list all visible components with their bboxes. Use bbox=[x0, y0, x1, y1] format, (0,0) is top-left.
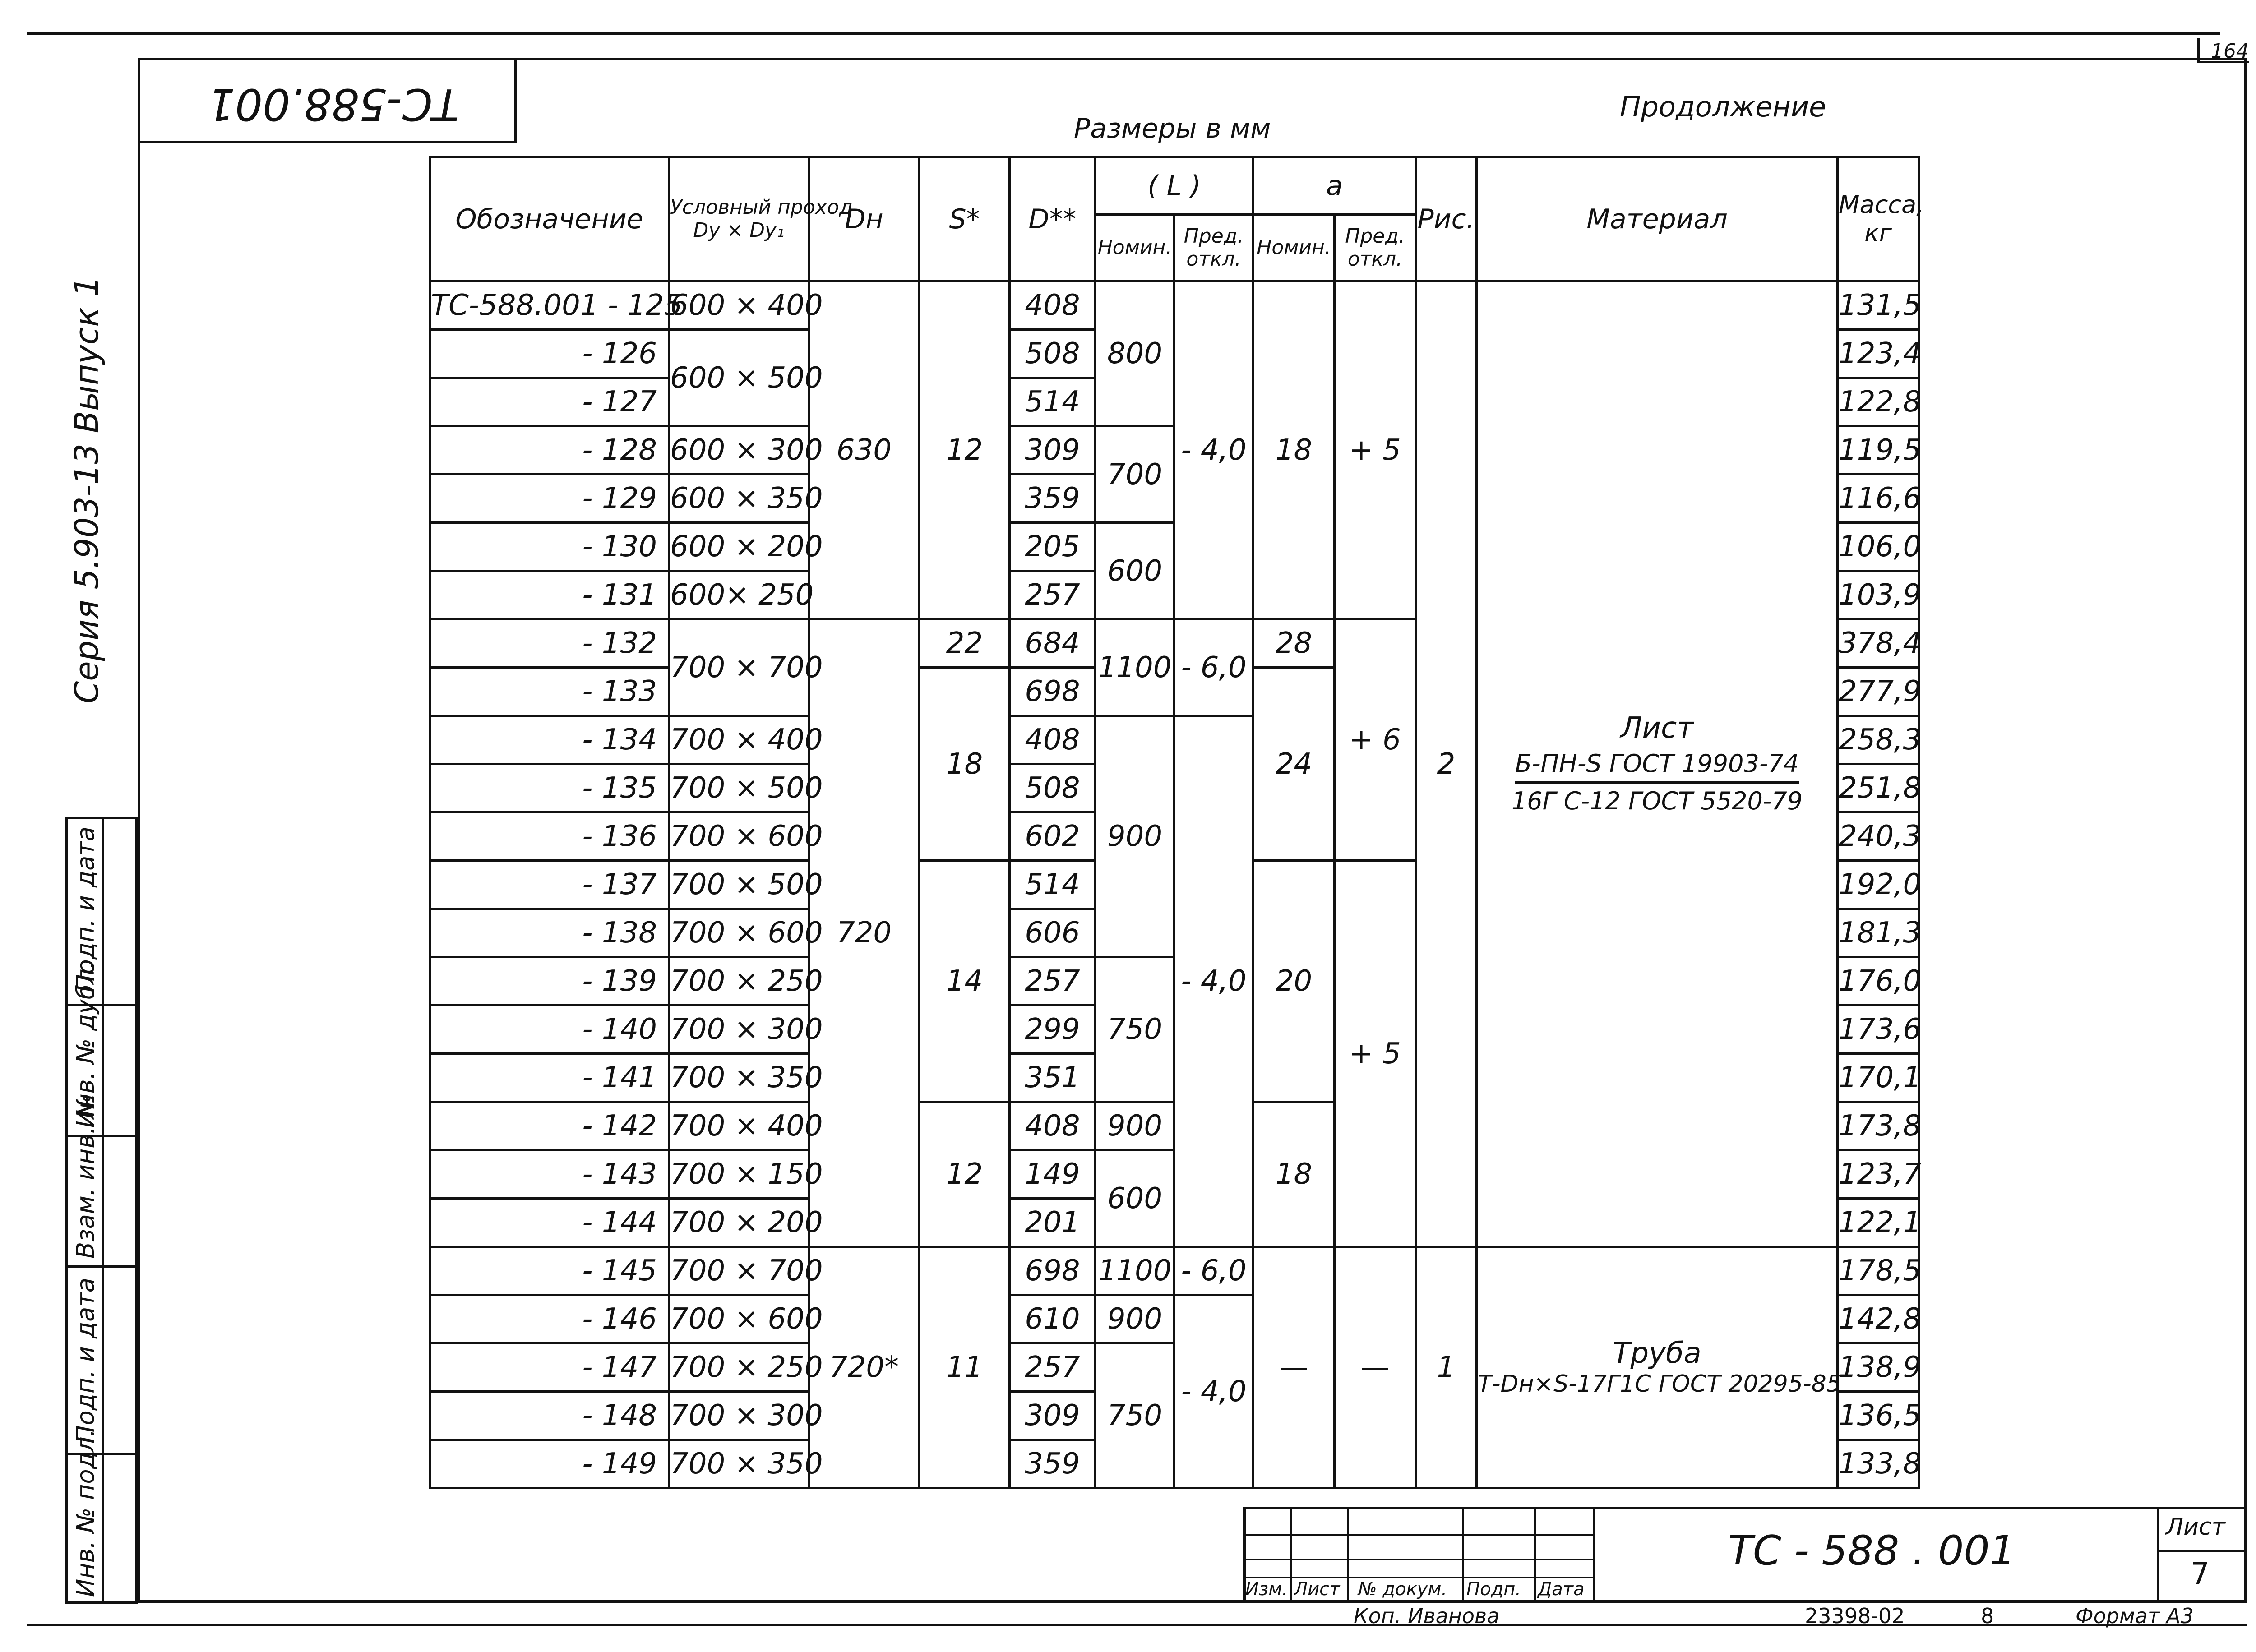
row-mass: 103,9 bbox=[1838, 571, 1919, 619]
tb-date: Дата bbox=[1538, 1579, 1585, 1600]
header-fig: Рис. bbox=[1416, 157, 1477, 281]
row-d: 408 bbox=[1010, 716, 1096, 764]
row-d: 351 bbox=[1010, 1054, 1096, 1102]
row-d: 149 bbox=[1010, 1150, 1096, 1199]
row-pass: 700 × 500 bbox=[669, 861, 809, 909]
left-strip-label-3: Взам. инв. № bbox=[71, 1093, 100, 1259]
s-cell: 14 bbox=[920, 861, 1010, 1102]
row-code: - 137 bbox=[430, 861, 669, 909]
row-pass: 700 × 350 bbox=[669, 1054, 809, 1102]
row-pass: 700 × 600 bbox=[669, 909, 809, 957]
row-code: - 128 bbox=[430, 426, 669, 475]
row-mass: 136,5 bbox=[1838, 1392, 1919, 1440]
continuation-caption: Продолжение bbox=[1620, 90, 1826, 123]
l-nom-cell: 900 bbox=[1096, 716, 1174, 957]
row-d: 299 bbox=[1010, 1006, 1096, 1054]
material-pipe-line1: Т-Dн×S-17Г1С ГОСТ 20295-85 bbox=[1478, 1371, 1841, 1398]
l-tol-cell: - 4,0 bbox=[1174, 281, 1253, 619]
row-code: - 134 bbox=[430, 716, 669, 764]
row-mass: 116,6 bbox=[1838, 475, 1919, 523]
row-pass: 700 × 300 bbox=[669, 1006, 809, 1054]
a-tol-cell: + 5 bbox=[1335, 861, 1416, 1247]
header-nominal-pass bbox=[669, 157, 853, 281]
s-cell: 18 bbox=[920, 668, 1010, 861]
row-code: ТС-588.001 - 125 bbox=[430, 281, 669, 330]
tb-line bbox=[1243, 1577, 1593, 1578]
header-nominal-pass-label: Условный проход bbox=[670, 195, 853, 219]
row-mass: 131,5 bbox=[1838, 281, 1919, 330]
s-cell: 11 bbox=[920, 1247, 1010, 1488]
row-d: 201 bbox=[1010, 1199, 1096, 1247]
row-pass: 600 × 500 bbox=[669, 330, 809, 426]
header-s: S* bbox=[920, 157, 1010, 281]
table-row bbox=[430, 281, 1919, 330]
l-nom-cell: 750 bbox=[1096, 957, 1174, 1102]
row-code: - 129 bbox=[430, 475, 669, 523]
a-tol-cell: + 5 bbox=[1335, 281, 1416, 619]
material-sheet-line1: Б-ПН-S ГОСТ 19903-74 bbox=[1515, 752, 1799, 784]
header-designation: Обозначение bbox=[430, 157, 669, 281]
row-pass: 700 × 250 bbox=[669, 957, 809, 1006]
left-strip-divider bbox=[102, 817, 104, 1604]
header-l: ( L ) bbox=[1096, 157, 1253, 215]
tb-line bbox=[1243, 1559, 1593, 1560]
row-pass: 700 × 600 bbox=[669, 1295, 809, 1343]
row-d: 408 bbox=[1010, 1102, 1096, 1150]
l-nom-cell: 750 bbox=[1096, 1343, 1174, 1488]
row-code: - 131 bbox=[430, 571, 669, 619]
row-pass: 600 × 300 bbox=[669, 426, 809, 475]
header-l-tol: Пред. откл. bbox=[1174, 215, 1253, 281]
row-code: - 140 bbox=[430, 1006, 669, 1054]
tb-line bbox=[1243, 1534, 1593, 1536]
header-mass: Масса, кг bbox=[1838, 157, 1919, 281]
s-cell: 12 bbox=[920, 1102, 1010, 1247]
header-nominal-pass-sub: Dy × Dy₁ bbox=[693, 218, 785, 242]
a-nom-cell: 18 bbox=[1253, 1102, 1335, 1247]
tb-doc: № докум. bbox=[1358, 1579, 1447, 1600]
footer-copied: Коп. Иванова bbox=[1354, 1604, 1500, 1628]
table-row bbox=[430, 1247, 1919, 1295]
top-rule bbox=[27, 32, 2220, 35]
left-strip-label-4: Подп. и дата bbox=[71, 1278, 100, 1444]
row-d: 610 bbox=[1010, 1295, 1096, 1343]
tb-line bbox=[2157, 1507, 2159, 1603]
dn-cell: 720 bbox=[809, 619, 920, 1247]
a-nom-cell: 18 bbox=[1253, 281, 1335, 619]
row-code: - 149 bbox=[430, 1440, 669, 1488]
tb-line bbox=[1290, 1507, 1292, 1603]
l-nom-cell: 600 bbox=[1096, 1150, 1174, 1247]
l-nom-cell: 900 bbox=[1096, 1295, 1174, 1343]
a-tol-cell: — bbox=[1335, 1247, 1416, 1488]
row-pass: 600× 250 bbox=[669, 571, 809, 619]
units-caption: Размеры в мм bbox=[1074, 113, 1271, 144]
row-mass: 122,8 bbox=[1838, 378, 1919, 426]
footer-num2: 8 bbox=[1981, 1604, 1994, 1628]
dn-cell: 630 bbox=[809, 281, 920, 619]
l-nom-cell: 900 bbox=[1096, 1102, 1174, 1150]
l-tol-cell: - 6,0 bbox=[1174, 619, 1253, 716]
row-d: 508 bbox=[1010, 330, 1096, 378]
a-nom-cell: 20 bbox=[1253, 861, 1335, 1102]
tb-code: ТС - 588 . 001 bbox=[1728, 1527, 2016, 1574]
row-mass: 178,5 bbox=[1838, 1247, 1919, 1295]
a-nom-cell: — bbox=[1253, 1247, 1335, 1488]
row-mass: 192,0 bbox=[1838, 861, 1919, 909]
row-code: - 147 bbox=[430, 1343, 669, 1392]
row-pass: 700 × 200 bbox=[669, 1199, 809, 1247]
tb-sign: Подп. bbox=[1466, 1579, 1521, 1600]
material-cell-sheet bbox=[1477, 281, 1838, 1247]
row-mass: 258,3 bbox=[1838, 716, 1919, 764]
row-code: - 142 bbox=[430, 1102, 669, 1150]
row-code: - 126 bbox=[430, 330, 669, 378]
row-d: 257 bbox=[1010, 1343, 1096, 1392]
row-mass: 123,4 bbox=[1838, 330, 1919, 378]
left-strip-sep-3 bbox=[65, 1265, 138, 1268]
tb-line bbox=[1593, 1507, 1595, 1603]
row-mass: 240,3 bbox=[1838, 812, 1919, 861]
row-d: 508 bbox=[1010, 764, 1096, 812]
l-nom-cell: 800 bbox=[1096, 281, 1174, 426]
row-code: - 139 bbox=[430, 957, 669, 1006]
row-pass: 700 × 500 bbox=[669, 764, 809, 812]
row-pass: 700 × 700 bbox=[669, 619, 809, 716]
row-mass: 378,4 bbox=[1838, 619, 1919, 668]
row-mass: 173,6 bbox=[1838, 1006, 1919, 1054]
header-a-nom: Номин. bbox=[1253, 215, 1335, 281]
row-pass: 700 × 300 bbox=[669, 1392, 809, 1440]
row-mass: 176,0 bbox=[1838, 957, 1919, 1006]
row-mass: 181,3 bbox=[1838, 909, 1919, 957]
row-mass: 170,1 bbox=[1838, 1054, 1919, 1102]
row-d: 205 bbox=[1010, 523, 1096, 571]
row-pass: 700 × 150 bbox=[669, 1150, 809, 1199]
fig-cell: 1 bbox=[1416, 1247, 1477, 1488]
bottom-rule bbox=[27, 1624, 2247, 1626]
row-d: 359 bbox=[1010, 1440, 1096, 1488]
row-mass: 119,5 bbox=[1838, 426, 1919, 475]
footer-format: Формат А3 bbox=[2076, 1604, 2194, 1628]
l-tol-cell: - 4,0 bbox=[1174, 716, 1253, 1247]
tb-line bbox=[1534, 1507, 1536, 1603]
row-mass: 251,8 bbox=[1838, 764, 1919, 812]
tb-sheet-no: 7 bbox=[2191, 1556, 2210, 1591]
row-mass: 277,9 bbox=[1838, 668, 1919, 716]
header-a: a bbox=[1253, 157, 1416, 215]
row-pass: 600 × 350 bbox=[669, 475, 809, 523]
tb-line bbox=[2157, 1550, 2247, 1552]
row-code: - 132 bbox=[430, 619, 669, 668]
row-code: - 145 bbox=[430, 1247, 669, 1295]
row-pass: 700 × 700 bbox=[669, 1247, 809, 1295]
tb-line bbox=[1347, 1507, 1349, 1603]
row-mass: 142,8 bbox=[1838, 1295, 1919, 1343]
row-pass: 700 × 400 bbox=[669, 716, 809, 764]
row-mass: 122,1 bbox=[1838, 1199, 1919, 1247]
tb-sheet-label: Лист bbox=[2166, 1514, 2225, 1541]
s-cell: 12 bbox=[920, 281, 1010, 619]
row-mass: 173,8 bbox=[1838, 1102, 1919, 1150]
row-code: - 138 bbox=[430, 909, 669, 957]
row-mass: 123,7 bbox=[1838, 1150, 1919, 1199]
row-pass: 600 × 400 bbox=[669, 281, 809, 330]
tb-list: Лист bbox=[1294, 1579, 1340, 1600]
material-pipe-name: Труба bbox=[1613, 1337, 1701, 1370]
series-label: Серия 5.903-13 Выпуск 1 bbox=[68, 276, 106, 704]
header-material: Материал bbox=[1477, 157, 1838, 281]
row-d: 684 bbox=[1010, 619, 1096, 668]
tb-izm: Изм. bbox=[1245, 1579, 1288, 1600]
dn-cell: 720* bbox=[809, 1247, 920, 1488]
row-mass: 106,0 bbox=[1838, 523, 1919, 571]
page-number: 164 bbox=[2211, 40, 2249, 63]
row-code: - 146 bbox=[430, 1295, 669, 1343]
row-d: 514 bbox=[1010, 861, 1096, 909]
left-strip-label-5: Инв. № подл. bbox=[71, 1429, 100, 1597]
l-nom-cell: 1100 bbox=[1096, 619, 1174, 716]
row-pass: 700 × 400 bbox=[669, 1102, 809, 1150]
a-nom-cell: 28 bbox=[1253, 619, 1335, 668]
tb-line bbox=[1462, 1507, 1464, 1603]
row-d: 309 bbox=[1010, 426, 1096, 475]
row-d: 408 bbox=[1010, 281, 1096, 330]
l-nom-cell: 700 bbox=[1096, 426, 1174, 523]
row-d: 257 bbox=[1010, 957, 1096, 1006]
row-d: 514 bbox=[1010, 378, 1096, 426]
row-pass: 700 × 350 bbox=[669, 1440, 809, 1488]
row-d: 602 bbox=[1010, 812, 1096, 861]
row-pass: 700 × 600 bbox=[669, 812, 809, 861]
row-d: 257 bbox=[1010, 571, 1096, 619]
row-d: 698 bbox=[1010, 668, 1096, 716]
row-d: 698 bbox=[1010, 1247, 1096, 1295]
header-dn: Dн bbox=[809, 157, 920, 281]
left-strip-label-2: Инв. № дубл. bbox=[71, 961, 100, 1128]
row-d: 359 bbox=[1010, 475, 1096, 523]
row-code: - 130 bbox=[430, 523, 669, 571]
left-strip-label-1: Подп. и дата bbox=[71, 826, 100, 992]
material-sheet-name: Лист bbox=[1620, 711, 1694, 745]
header-l-nom: Номин. bbox=[1096, 215, 1174, 281]
l-nom-cell: 1100 bbox=[1096, 1247, 1174, 1295]
a-nom-cell: 24 bbox=[1253, 668, 1335, 861]
l-tol-cell: - 4,0 bbox=[1174, 1295, 1253, 1488]
row-d: 606 bbox=[1010, 909, 1096, 957]
a-tol-cell: + 6 bbox=[1335, 619, 1416, 861]
spec-table bbox=[429, 156, 1924, 1489]
fig-cell: 2 bbox=[1416, 281, 1477, 1247]
row-pass: 600 × 200 bbox=[669, 523, 809, 571]
header-d: D** bbox=[1010, 157, 1096, 281]
row-code: - 148 bbox=[430, 1392, 669, 1440]
l-nom-cell: 600 bbox=[1096, 523, 1174, 619]
header-a-tol: Пред. откл. bbox=[1335, 215, 1416, 281]
l-tol-cell: - 6,0 bbox=[1174, 1247, 1253, 1295]
s-cell: 22 bbox=[920, 619, 1010, 668]
row-code: - 133 bbox=[430, 668, 669, 716]
row-d: 309 bbox=[1010, 1392, 1096, 1440]
row-code: - 141 bbox=[430, 1054, 669, 1102]
row-mass: 138,9 bbox=[1838, 1343, 1919, 1392]
mirrored-code: ТС-588.001 bbox=[208, 79, 459, 129]
row-code: - 135 bbox=[430, 764, 669, 812]
row-code: - 143 bbox=[430, 1150, 669, 1199]
row-code: - 127 bbox=[430, 378, 669, 426]
material-sheet-line2: 16Г С-12 ГОСТ 5520-79 bbox=[1511, 787, 1803, 815]
row-mass: 133,8 bbox=[1838, 1440, 1919, 1488]
row-pass: 700 × 250 bbox=[669, 1343, 809, 1392]
row-code: - 136 bbox=[430, 812, 669, 861]
row-code: - 144 bbox=[430, 1199, 669, 1247]
footer-number: 23398-02 bbox=[1805, 1604, 1905, 1628]
material-cell-pipe bbox=[1477, 1247, 1841, 1488]
